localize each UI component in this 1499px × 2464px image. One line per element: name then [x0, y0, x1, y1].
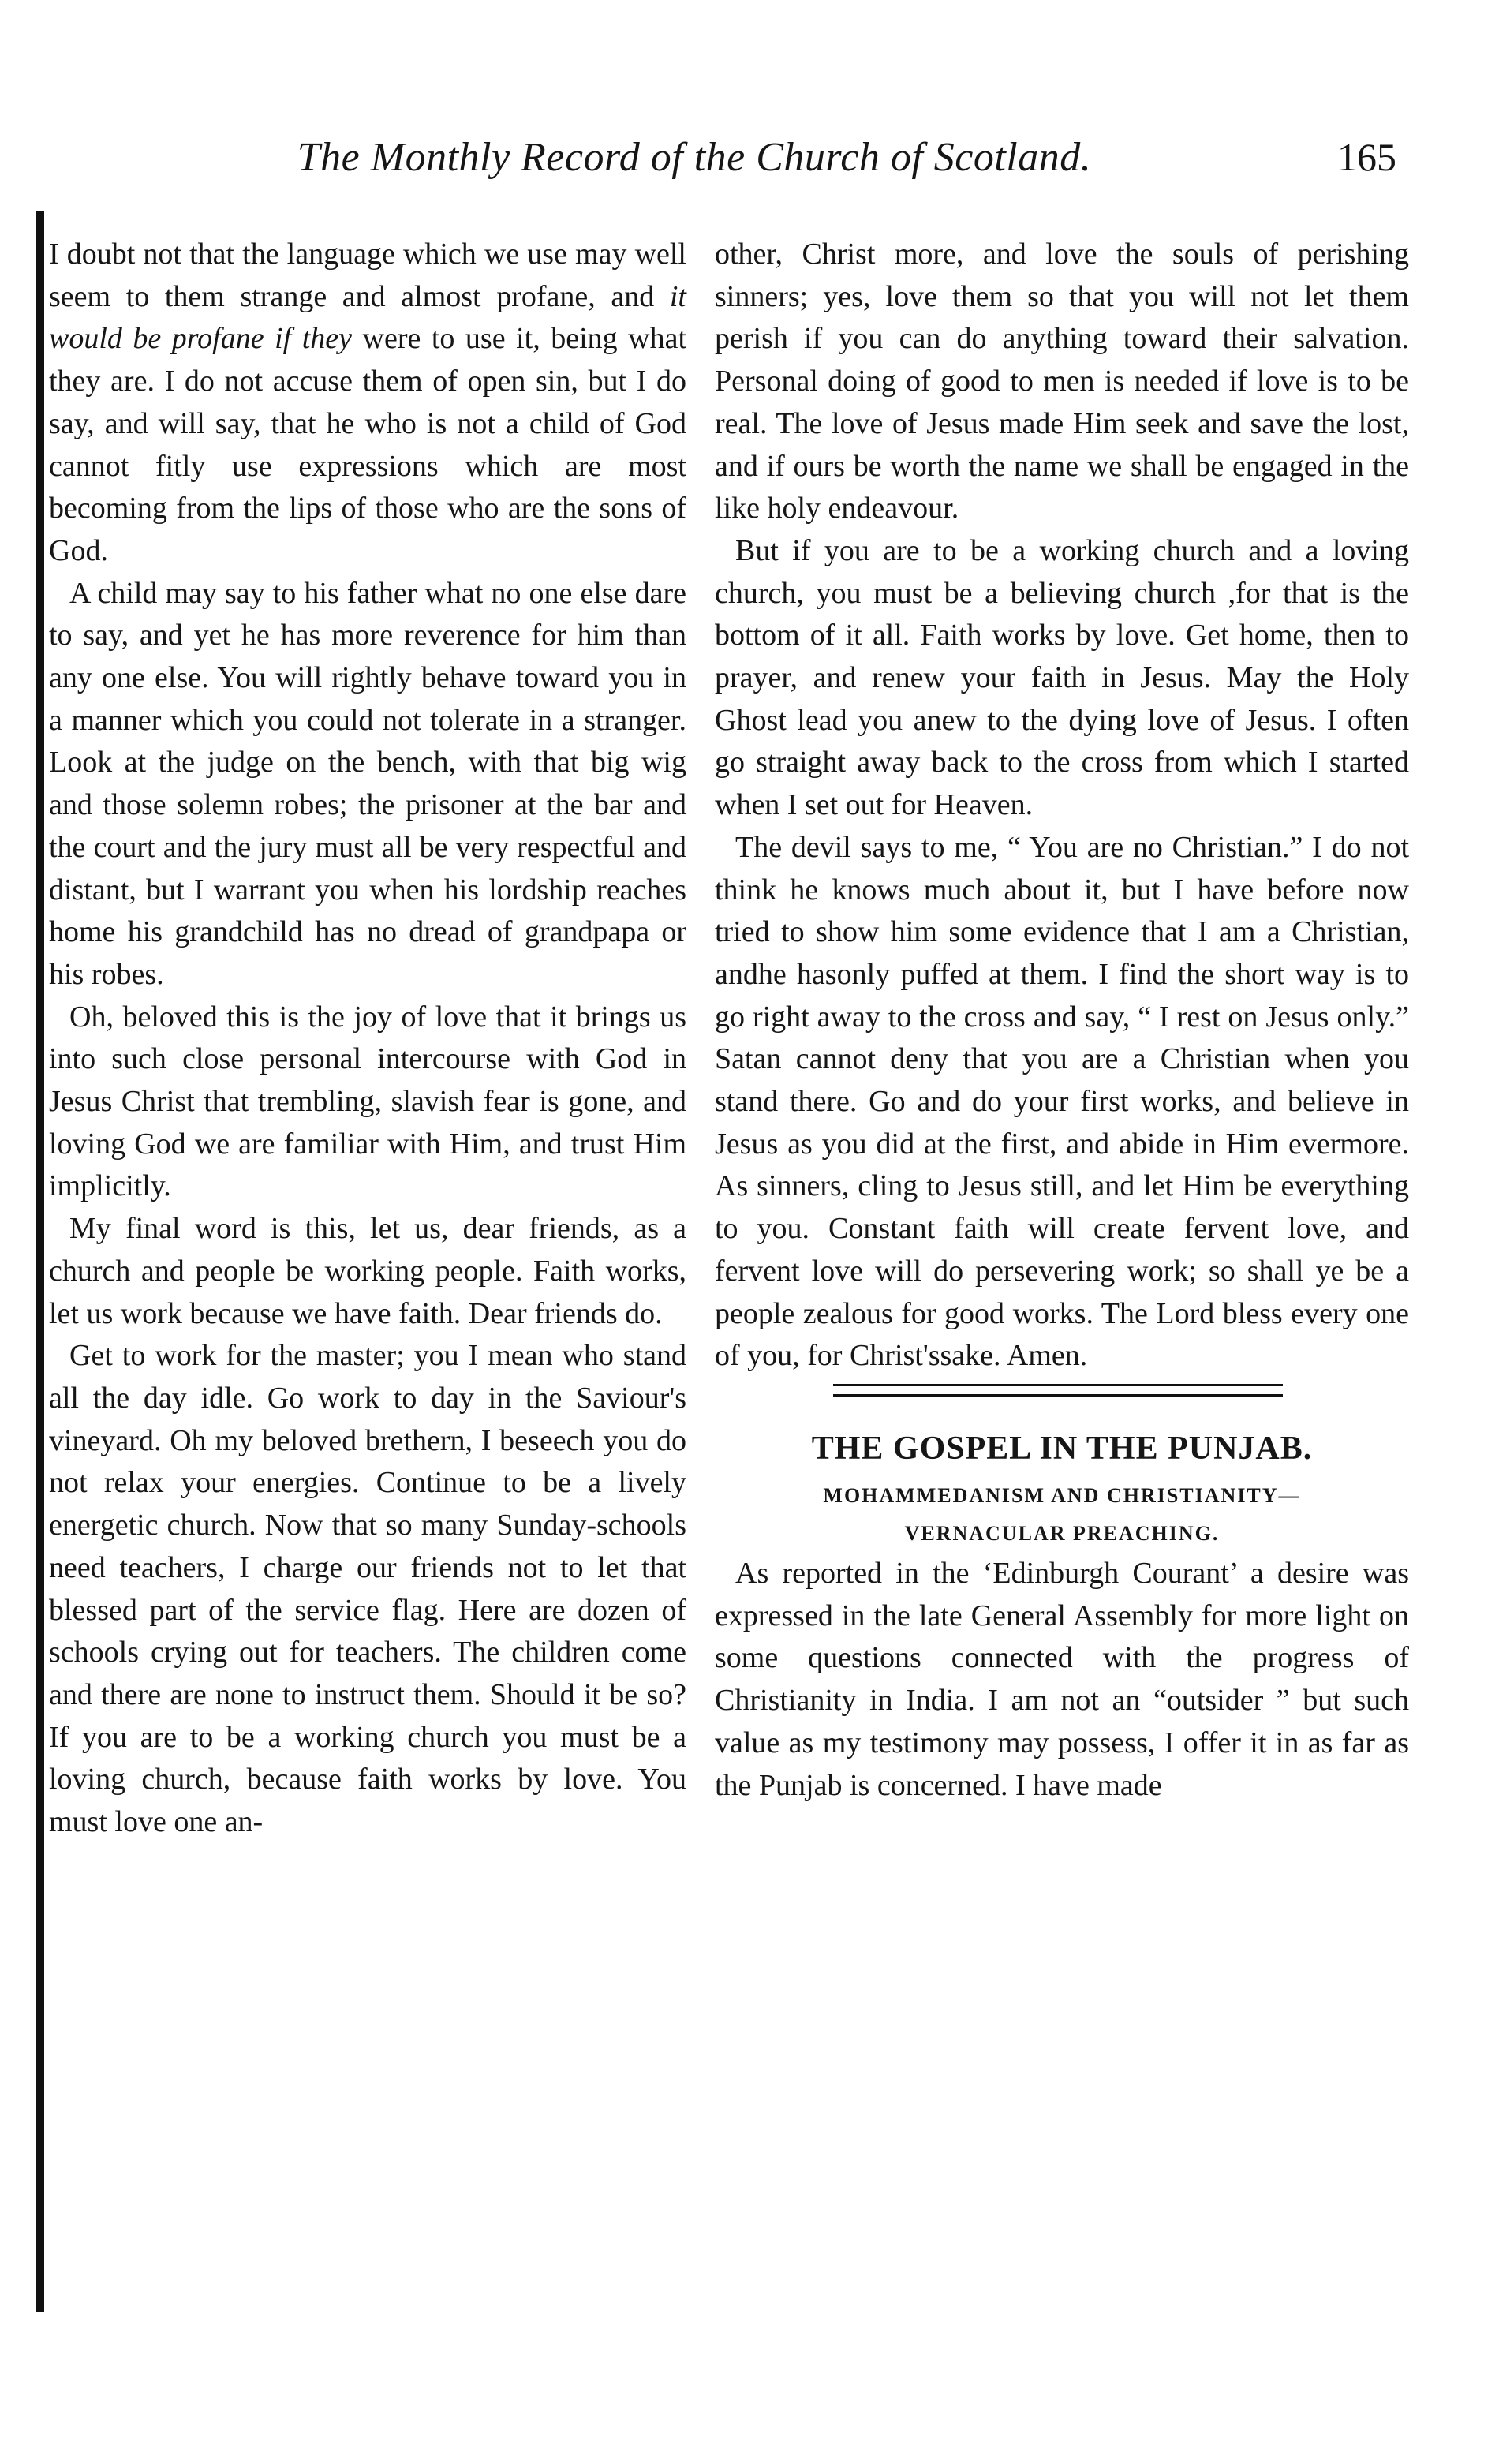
- section-title: THE GOSPEL IN THE PUNJAB.: [811, 1430, 1313, 1467]
- paragraph: But if you are to be a working church and a loving church, you must be a believing church ,for that is the bottom of it all. Faith works by love. Get home, then to prayer, and renew your faith in Jesus. May the Holy Ghost lead you anew to the dying love of Jesus. I often go straight away back to the cross from which I started when I set out for Heaven.: [715, 533, 1409, 822]
- paragraph: My final word is this, let us, dear friends, as a church and people be working people. Faith works, let us work because we have faith. Dear friends do.: [49, 1212, 686, 1330]
- paragraph: As reported in the ‘Edinburgh Courant’ a desire was expressed in the late General Assembly for more light on some questions connected with the progress of Christianity in India. I am not an “outsider ” but such value as my testimony may possess, I offer it in as far as the Punjab is concerned. I have made: [715, 1556, 1409, 1802]
- right-column: [715, 234, 1409, 1807]
- page-number: 165: [1337, 135, 1396, 179]
- section-divider: [833, 1384, 1283, 1397]
- left-column: [49, 234, 686, 1844]
- paragraph: Oh, beloved this is the joy of love that it brings us into such close personal intercourse with God in Jesus Christ that trembling, slavish fear is gone, and loving God we are familiar with Him, and trust Him implicitly.: [49, 1000, 686, 1203]
- binding-edge-shadow: [36, 211, 44, 2312]
- paragraph: The devil says to me, “ You are no Christian.” I do not think he knows much about it, but I have before now tried to show him some evidence that I am a Christian, andhe hasonly puffed at them. I find the short way is to go right away to the cross and say, “ I rest on Jesus only.” Satan cannot deny that you are a Christian when you stand there. Go and do your first works, and believe in Jesus as you did at the first, and abide in Him evermore. As sinners, cling to Jesus still, and let Him be everything to you. Constant faith will create fervent love, and fervent love will do persevering work; so shall ye be a people zealous for good works. The Lord bless every one of you, for Christ'ssake. Amen.: [715, 830, 1409, 1373]
- paragraph: Get to work for the master; you I mean who stand all the day idle. Go work to day in the Saviour's vineyard. Oh my beloved brethern, I beseech you do not relax your energies. Continue to be a lively energetic church. Now that so many Sunday-schools need teachers, I charge our friends not to let that blessed part of the service flag. Here are dozen of schools crying out for teachers. The children come and there are none to instruct them. Should it be so? If you are to be a working church you must be a loving church, because faith works by love. You must love one an-: [49, 1339, 686, 1839]
- journal-title: The Monthly Record of the Church of Scotland.: [297, 135, 1092, 180]
- section-subtitle: MOHAMMEDANISM AND CHRISTIANITY—: [823, 1483, 1301, 1507]
- paragraph: I doubt not that the language which we use may well seem to them strange and almost profane, and it would be profane if they were to use it, being what they are. I do not accuse them of open sin, but I do say, and will say, that he who is not a child of God cannot fitly use expressions which are most becoming from the lips of those who are the sons of God.: [49, 237, 686, 567]
- paragraph: A child may say to his father what no one else dare to say, and yet he has more reverence for him than any one else. You will rightly behave toward you in a manner which you could not tolerate in a stranger. Look at the judge on the bench, with that big wig and those solemn robes; the prisoner at the bar and the court and the jury must all be very respectful and distant, but I warrant you when his lordship reaches home his grandchild has no dread of grandpapa or his robes.: [49, 576, 686, 991]
- section-subtitle: VERNACULAR PREACHING.: [904, 1521, 1220, 1545]
- running-header: [181, 134, 1412, 197]
- paragraph: other, Christ more, and love the souls of perishing sinners; yes, love them so that you will not let them perish if you can do anything toward their salvation. Personal doing of good to men is needed if love is to be real. The love of Jesus made Him seek and save the lost, and if ours be worth the name we shall be engaged in the like holy endeavour.: [715, 237, 1409, 525]
